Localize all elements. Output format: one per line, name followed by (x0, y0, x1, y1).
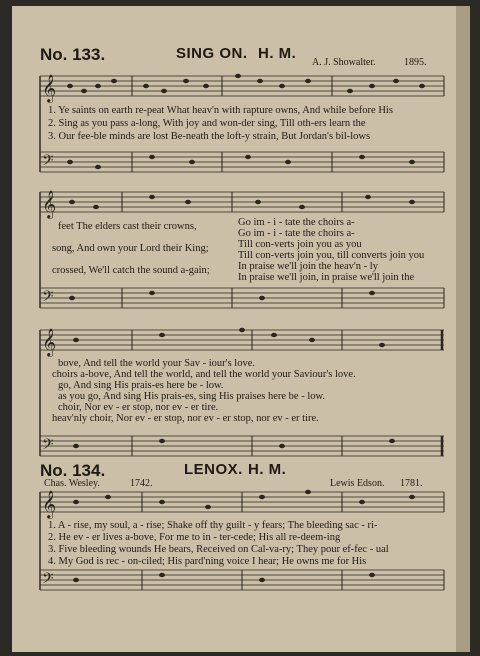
hymn-number: No. 134. (40, 461, 106, 480)
stanza-line: 1. A - rise, my soul, a - rise; Shake off thy guilt - y fears; The bleeding sac - ri- (48, 520, 378, 531)
lyric-line: as you go, And sing His prais-es, sing His praises here be - low. (58, 391, 326, 402)
svg-text:𝄢: 𝄢 (42, 436, 54, 457)
composer-credit: A. J. Showalter. (312, 57, 376, 68)
hymn-meter: H. M. (248, 461, 287, 478)
svg-text:𝄢: 𝄢 (42, 152, 54, 173)
composer-year: 1781. (400, 478, 423, 489)
lyric-right: Go im - i - tate the choirs a- (238, 217, 355, 228)
lyric-right: In praise we'll join the heav'n - ly (238, 261, 378, 272)
author-year: 1742. (130, 478, 153, 489)
hymn-number: No. 133. (40, 45, 106, 64)
lyric-line: choirs a-bove, And tell the world, and tell the world your Saviour's love. (52, 369, 356, 380)
lyric-right: Till con-verts join you, till converts join you (238, 250, 425, 261)
composer-credit: Lewis Edson. (330, 478, 385, 489)
lyric-left: song, And own your Lord their King; (52, 243, 209, 254)
svg-text:𝄢: 𝄢 (42, 570, 54, 591)
svg-text:𝄞: 𝄞 (42, 74, 57, 102)
lyric-line: bove, And tell the world your Sav - iour's love. (58, 358, 255, 369)
stanza-line: 2. He ev - er lives a-bove, For me to in - ter-cede; His all re-deem-ing (48, 532, 341, 543)
lyric-left: crossed, We'll catch the sound a-gain; (52, 265, 210, 276)
lyric-line: heav'nly choir, Nor ev - er stop, nor ev - er stop, nor ev - er tire. (52, 413, 319, 424)
composer-year: 1895. (404, 57, 427, 68)
stanza-line: 1. Ye saints on earth re-peat What heav'n with rapture owns, And while before His (48, 105, 393, 116)
lyric-right: In praise we'll join, in praise we'll join the (238, 272, 415, 283)
lyric-left: feet The elders cast their crowns, (58, 221, 197, 232)
author-credit: Chas. Wesley. (44, 478, 100, 489)
lyric-right: Till con-verts join you as you (238, 239, 362, 250)
stanza-line: 3. Five bleeding wounds He bears, Received on Cal-va-ry; They pour ef-fec - ual (48, 544, 389, 555)
svg-text:𝄞: 𝄞 (42, 490, 57, 518)
svg-text:𝄢: 𝄢 (42, 288, 54, 309)
hymn-title: SING ON. (176, 45, 248, 62)
svg-text:𝄞: 𝄞 (42, 328, 57, 356)
lyric-line: choir, Nor ev - er stop, nor ev - er tire. (58, 402, 219, 413)
hymn-title: LENOX. (184, 461, 243, 478)
lyric-right: Go im - i - tate the choirs a- (238, 228, 355, 239)
stanza-line: 3. Our fee-ble minds are lost Be-neath the loft-y strain, But Jordan's bil-lows (48, 131, 371, 142)
hymnal-page (12, 6, 470, 652)
hymn-meter: H. M. (258, 45, 297, 62)
svg-text:𝄞: 𝄞 (42, 190, 57, 218)
stanza-line: 4. My God is rec - on-ciled; His pard'ning voice I hear; He owns me for His (48, 556, 367, 567)
stanza-line: 2. Sing as you pass a-long, With joy and won-der sing, Till oth-ers learn the (48, 118, 366, 129)
lyric-line: go, And sing His prais-es here be - low. (58, 380, 224, 391)
